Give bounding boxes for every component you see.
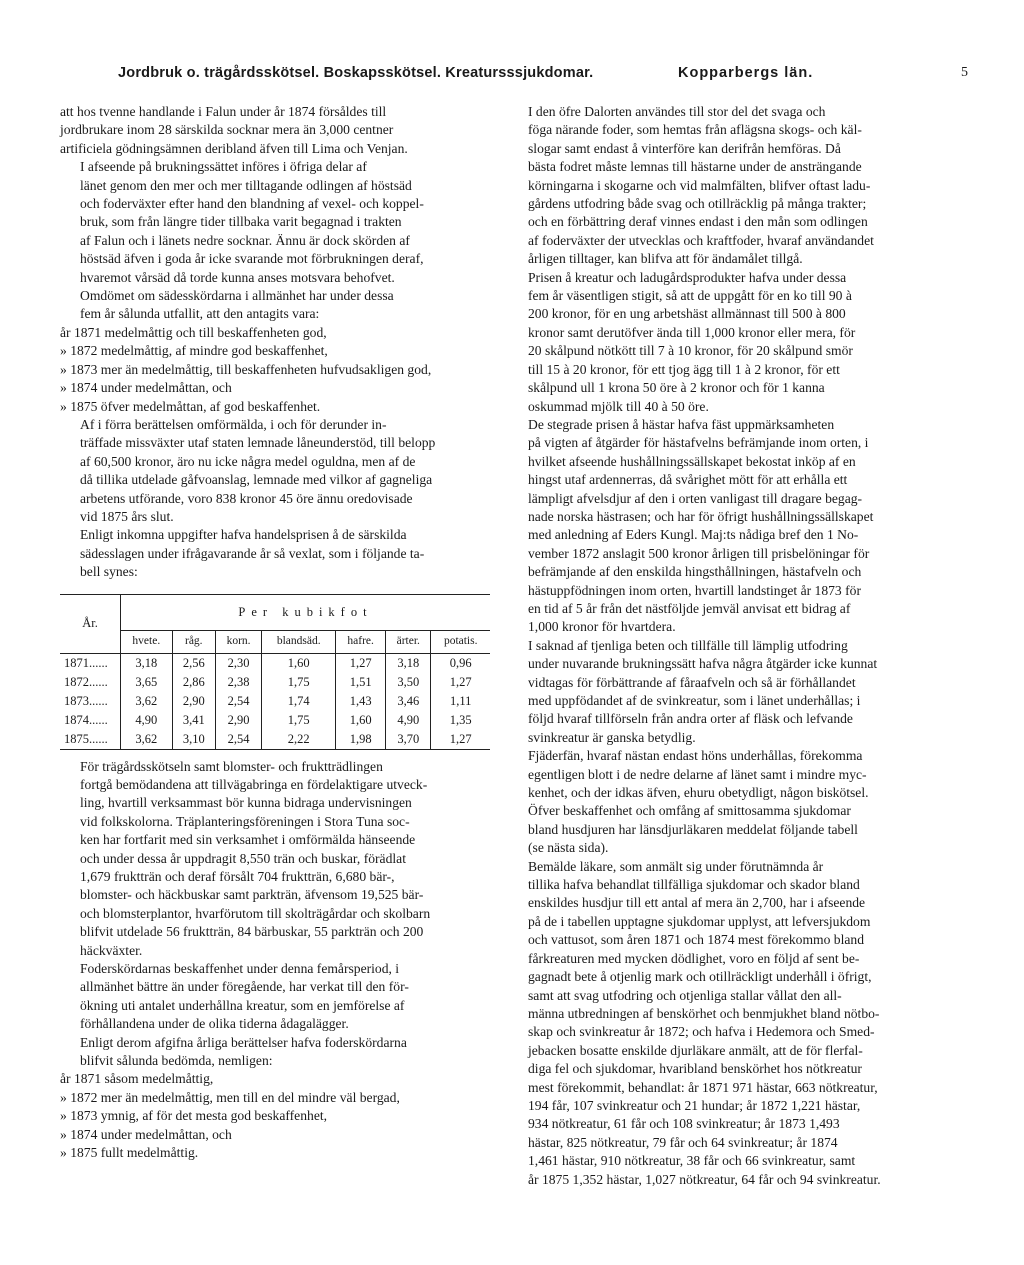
text-line: körningarna i skogarne och vid malmfälten, blifver oftast ladu- (528, 177, 871, 193)
text-line: samt att svag utfodring och otjenliga stallar vållat den all- (528, 987, 842, 1003)
list-item: år 1871 såsom medelmåttig, (60, 1071, 214, 1087)
text-line: Foderskördarnas beskaffenhet under denna femårsperiod, i (80, 961, 400, 977)
text-line: hingst utaf ardennerras, då svårighet mött för att erhålla ett (528, 472, 848, 488)
price-cell: 2,30 (215, 653, 261, 673)
fodder-harvest-list (60, 1070, 490, 1162)
text-line: fem år väsentligen stigit, så att de uppgått för en ko till 90 à (528, 288, 852, 304)
price-cell: 1,35 (431, 711, 490, 730)
text-line: diga fel och sjukdomar, hvaribland benskörhet hos nötkreatur (528, 1061, 862, 1077)
text-line: Omdömet om sädesskördarna i allmänhet har under dessa (80, 288, 394, 304)
text-line: gårdens utfodring både svag och otillräcklig på många trakter; (528, 196, 867, 212)
list-item: » 1875 öfver medelmåttan, af god beskaffenhet. (60, 398, 321, 414)
text-line: slogar samt endast å vinterföre kan derifrån hemföras. Då (528, 140, 841, 156)
text-line: af 60,500 kronor, äro nu icke några medel oguldna, men af de (80, 453, 416, 469)
column-header: hvete. (121, 630, 173, 653)
text-line: länet genom den mer och mer tilltagande odlingen af höstsäd (80, 177, 412, 193)
text-line: lämpligt afvelsdjur af den i orten vanligast till dragare begag- (528, 490, 863, 506)
text-line: föga närande foder, som hemtas från aflägsna skogs- och käl- (528, 122, 862, 138)
list-item: » 1874 under medelmåttan, och (60, 380, 232, 396)
table-row (60, 653, 490, 673)
text-line: förhållandena under de olika tiderna ådagalägger. (80, 1016, 349, 1032)
price-cell: 2,90 (215, 711, 261, 730)
text-line: och en förbättring deraf vinnes endast i den mån som odlingen (528, 214, 868, 230)
left-paragraph-6 (60, 758, 490, 960)
text-line: af foderväxter der utvecklas och kraftfoder, hvaraf användandet (528, 232, 874, 248)
text-line: kronor samt derutöfver ända till 1,000 kronor eller mera, för (528, 324, 856, 340)
text-line: I afseende på brukningssättet införes i öfriga delar af (80, 159, 367, 175)
price-cell: 2,54 (215, 730, 261, 750)
text-line: Prisen å kreatur och ladugårdsprodukter hafva under dessa (528, 269, 847, 285)
text-line: kenhet, och der idkas äfven, ehuru obetydligt, någon biskötsel. (528, 785, 869, 801)
left-paragraph-3 (60, 287, 490, 324)
table-row (60, 711, 490, 730)
list-item: år 1871 medelmåttig och till beskaffenheten god, (60, 324, 327, 340)
price-cell: 1,27 (431, 730, 490, 750)
left-paragraph-5 (60, 526, 490, 581)
text-line: skap och svinkreatur år 1872; och hafva i Hedemora och Smed- (528, 1024, 875, 1040)
right-paragraph-5 (508, 747, 940, 802)
text-line: 194 får, 107 svinkreatur och 21 hundar; år 1872 1,221 hästar, (528, 1097, 861, 1113)
price-cell: 2,22 (262, 730, 336, 750)
right-paragraph-7 (508, 858, 940, 1189)
list-item: » 1873 ymnig, af för det mesta god beskaffenhet, (60, 1108, 328, 1124)
text-line: bland husdjuren har länsdjurläkaren meddelat följande tabell (528, 821, 858, 837)
text-line: vidtagas för förbättrande af fåraafveln och så är förhållandet (528, 674, 856, 690)
text-line: blifvit sålunda bedömda, nemligen: (80, 1053, 273, 1069)
text-line: häckväxter. (80, 942, 143, 958)
header-section-title: Jordbruk o. trägårdsskötsel. Boskapsskötsel. Kreatursssjukdomar. (118, 65, 594, 81)
text-line: För trägårdsskötseln samt blomster- och fruktträdlingen (80, 758, 383, 774)
price-cell: 1,60 (262, 653, 336, 673)
price-cell: 3,18 (121, 653, 173, 673)
text-line: oskummad mjölk till 40 à 50 öre. (528, 398, 709, 414)
text-line: allmänhet bättre än under föregående, har verkat till den för- (80, 979, 409, 995)
text-line: under nuvarande brukningssätt hafva några åtgärder icke kunnat (528, 656, 878, 672)
price-cell: 3,62 (121, 730, 173, 750)
text-line: hästuppfödningen inom orten, hvartill landstinget år 1873 för (528, 582, 861, 598)
column-header: blandsäd. (262, 630, 336, 653)
left-column (60, 103, 490, 1163)
list-item: » 1872 medelmåttig, af mindre god beskaffenhet, (60, 343, 328, 359)
text-line: svinkreatur är ganska betydlig. (528, 729, 696, 745)
text-line: Bemälde läkare, som anmält sig under förutnämnda år (528, 858, 824, 874)
text-line: af Falun och i länets nedre socknar. Ännu är dock skörden af (80, 232, 410, 248)
text-line: (se nästa sida). (528, 840, 609, 856)
text-line: fortgå bemödandena att tillvägabringa en fördelaktigare utveck- (80, 776, 428, 792)
right-column (508, 103, 940, 1189)
price-cell: 1,43 (336, 692, 386, 711)
text-line: gagnadt bete å otjenlig mark och otillräckligt underhåll i öfrigt, (528, 969, 872, 985)
text-line: med anledning af Eders Kungl. Maj:ts nådiga bref den 1 No- (528, 527, 859, 543)
list-item: » 1872 mer än medelmåttig, men till en del mindre väl bergad, (60, 1089, 400, 1105)
right-paragraph-4 (508, 637, 940, 747)
text-line: vid 1875 års slut. (80, 508, 174, 524)
price-cell: 2,56 (172, 653, 215, 673)
table-row (60, 692, 490, 711)
price-cell: 1,27 (431, 673, 490, 692)
price-cell: 3,62 (121, 692, 173, 711)
grain-price-table-wrap (60, 594, 490, 750)
text-line: bell synes: (80, 564, 138, 580)
price-cell: 3,65 (121, 673, 173, 692)
column-header: råg. (172, 630, 215, 653)
text-line: på de i tabellen upptagne sjukdomar upplyst, att lefversjukdom (528, 913, 871, 929)
text-line: blifvit utdelade 56 fruktträn, 84 bärbuskar, 55 parkträn och 200 (80, 924, 424, 940)
text-line: tillika hafva behandlat tillfälliga sjukdomar och skador bland (528, 877, 860, 893)
text-line: Fjäderfän, hvaraf nästan endast höns underhållas, förekomma (528, 748, 863, 764)
text-line: och under dessa år uppdragit 8,550 trän och buskar, förädlat (80, 850, 406, 866)
price-cell: 2,86 (172, 673, 215, 692)
list-item: » 1874 under medelmåttan, och (60, 1126, 232, 1142)
price-cell: 1,60 (336, 711, 386, 730)
text-line: hvilket afseende hushållningssällskapet bekostat inköp af en (528, 453, 856, 469)
text-line: 20 skålpund nötkött till 7 à 10 kronor, för 20 skålpund smör (528, 343, 853, 359)
text-line: och foderväxter efter hand den blandning af vexel- och koppel- (80, 196, 424, 212)
text-line: sädesslagen under ifrågavarande år så vexlat, som i följande ta- (80, 545, 425, 561)
text-line: egentligen blott i de nedre delarne af länet samt i mindre myc- (528, 766, 867, 782)
column-header: ärter. (386, 630, 431, 653)
year-cell: 1875...... (60, 730, 121, 750)
text-line: fem år sålunda utfallit, att den antagits vara: (80, 306, 320, 322)
text-line: vember 1872 anslagit 500 kronor årligen till prisbelöningar för (528, 545, 870, 561)
price-cell: 1,51 (336, 673, 386, 692)
text-line: och blomsterplantor, hvarförutom till skolträgårdar och skolbarn (80, 905, 431, 921)
text-line: ökning uti antalet underhållna kreatur, som en jemförelse af (80, 997, 405, 1013)
price-cell: 2,54 (215, 692, 261, 711)
text-line: på vigten af åtgärder för hästafvelns befrämjande inom orten, i (528, 435, 869, 451)
right-paragraph-2 (508, 269, 940, 416)
left-paragraph-4 (60, 416, 490, 526)
running-header (58, 64, 968, 86)
left-paragraph-8 (60, 1034, 490, 1071)
price-cell: 1,11 (431, 692, 490, 711)
year-cell: 1872...... (64, 674, 108, 689)
text-line: enskildes husdjur till ett antal af mera än 2,700, har i afseende (528, 895, 866, 911)
text-line: blomster- och häckbuskar samt parkträn, äfvensom 19,525 bär- (80, 887, 424, 903)
text-line: De stegrade prisen å hästar hafva fäst uppmärksamheten (528, 416, 835, 432)
price-cell: 3,70 (386, 730, 431, 750)
text-line: hästar, 825 nötkreatur, 79 får och 64 svinkreatur; år 1874 (528, 1134, 838, 1150)
text-line: jebacken bosatte enskilde djurläkare anmält, att de för flerfal- (528, 1042, 863, 1058)
text-line: fårkreaturen med mycken dödlighet, voro en följd af sent be- (528, 950, 860, 966)
text-line: träffade missväxter utaf staten lemnade låneunderstöd, till belopp (80, 435, 436, 451)
price-cell: 3,41 (172, 711, 215, 730)
price-table-body (60, 653, 490, 749)
text-line: 934 nötkreatur, 61 får och 108 svinkreatur; år 1873 1,493 (528, 1116, 840, 1132)
header-county: Kopparbergs län. (678, 65, 814, 81)
text-line: mest förekommit, behandlat: år 1871 971 hästar, 663 nötkreatur, (528, 1079, 878, 1095)
grain-price-table (60, 594, 490, 750)
price-cell: 1,75 (262, 673, 336, 692)
price-cell: 3,18 (386, 653, 431, 673)
text-line: att hos tvenne handlande i Falun under år 1874 försåldes till (60, 104, 387, 119)
text-line: Af i förra berättelsen omförmälda, i och för derunder in- (80, 416, 387, 432)
text-line: 1,461 hästar, 910 nötkreatur, 38 får och 66 svinkreatur, samt (528, 1153, 856, 1169)
column-header: hafre. (336, 630, 386, 653)
price-cell: 3,46 (386, 692, 431, 711)
price-cell: 3,10 (172, 730, 215, 750)
price-cell: 1,74 (262, 692, 336, 711)
left-paragraph-7 (60, 960, 490, 1034)
column-header: korn. (215, 630, 261, 653)
year-column-header: År. (60, 594, 121, 653)
price-cell: 1,98 (336, 730, 386, 750)
text-line: Öfver beskaffenhet och omfång af smittosamma sjukdomar (528, 803, 851, 819)
text-line: artificiela gödningsämnen deribland äfven till Lima och Venjan. (60, 140, 408, 156)
text-line: nade norska hästrasen; och har för öfrigt hushållningssällskapet (528, 508, 874, 524)
year-cell: 1871...... (64, 655, 108, 670)
table-row (60, 673, 490, 692)
text-line: och vattusot, som åren 1871 och 1874 mest förekommo bland (528, 932, 865, 948)
text-line: arbetens utförande, voro 838 kronor 45 öre ännu oredovisade (80, 490, 413, 506)
price-cell: 1,27 (336, 653, 386, 673)
text-line: Enligt inkomna uppgifter hafva handelsprisen å de särskilda (80, 527, 407, 543)
right-paragraph-1 (508, 103, 940, 269)
left-paragraph-2 (60, 158, 490, 287)
column-header: potatis. (431, 630, 490, 653)
year-cell: 1873...... (64, 693, 108, 708)
left-paragraph-1 (60, 103, 490, 158)
text-line: 1,000 kronor för hvartdera. (528, 619, 676, 635)
right-paragraph-3 (508, 416, 940, 637)
text-line: ken har fortfarit med sin verksamhet i omförmälda hänseende (80, 832, 416, 848)
price-cell: 4,90 (121, 711, 173, 730)
text-line: år 1875 1,352 hästar, 1,027 nötkreatur, 64 får och 94 svinkreatur. (528, 1171, 881, 1187)
text-line: jordbrukare inom 28 särskilda socknar mera än 3,000 centner (60, 122, 394, 138)
page-number: 5 (961, 65, 968, 80)
text-line: bruk, som från längre tider tillbaka varit begagnad i trakten (80, 214, 402, 230)
text-line: en tid af 5 år från det nästföljde jemväl anvisat ett bidrag af (528, 600, 851, 616)
text-line: då tillika utdelade gåfvoanslag, lemnade med vilkor af gagneliga (80, 472, 433, 488)
text-line: männa utbredningen af benskörhet och benmjukhet bland nötbo- (528, 1005, 880, 1021)
text-line: bästa fodret måste lemnas till hästarne under de ansträngande (528, 159, 862, 175)
right-paragraph-6 (508, 802, 940, 857)
price-cell: 4,90 (386, 711, 431, 730)
text-line: höstsäd äfven i goda år icke svarande mot förbrukningen deraf, (80, 251, 424, 267)
price-cell: 3,50 (386, 673, 431, 692)
year-cell: 1874...... (64, 712, 108, 727)
text-line: Enligt derom afgifna årliga berättelser hafva foderskördarna (80, 1034, 407, 1050)
text-line: med uppfödandet af de svinkreatur, som i länet underhållas; i (528, 693, 861, 708)
price-cell: 0,96 (431, 653, 490, 673)
text-line: befrämjande af den enskilda hingsthållningen, hästafveln och (528, 564, 862, 580)
list-item: » 1873 mer än medelmåttig, till beskaffenheten hufvudsakligen god, (60, 361, 432, 377)
text-line: till 15 à 20 kronor, för ett tjog ägg till 1 à 2 kronor, för ett (528, 361, 840, 377)
text-line: 200 kronor, för en ung arbetshäst allmännast till 500 à 800 (528, 306, 846, 322)
text-line: hvaremot vårsäd då torde kunna anses motsvara behofvet. (80, 269, 395, 285)
per-kubikfot-header: Per kubikfot (121, 594, 491, 630)
list-item: » 1875 fullt medelmåttig. (60, 1145, 199, 1161)
text-line: I saknad af tjenliga beten och tillfälle till lämplig utfodring (528, 637, 848, 653)
table-row (60, 730, 490, 750)
text-line: skålpund ull 1 krona 50 öre à 2 kronor och för 1 kanna (528, 380, 825, 396)
column-header-row (60, 630, 490, 653)
text-line: årligen tilltager, kan blifva att för ändamålet tillgå. (528, 251, 803, 267)
price-cell: 2,38 (215, 673, 261, 692)
text-line: följd hvaraf tillförseln från andra orter af fläsk och lefvande (528, 711, 853, 727)
price-cell: 1,75 (262, 711, 336, 730)
text-line: 1,679 fruktträn och deraf försålt 704 fruktträn, 6,680 bär-, (80, 869, 395, 884)
text-line: I den öfre Dalorten användes till stor del det svaga och (528, 104, 826, 119)
text-line: ling, hvartill verksammast bör kunna bidraga undervisningen (80, 795, 412, 811)
price-cell: 2,90 (172, 692, 215, 711)
sad-harvest-list (60, 324, 490, 416)
text-line: vid folkskolorna. Träplanteringsföreningen i Stora Tuna soc- (80, 813, 410, 829)
